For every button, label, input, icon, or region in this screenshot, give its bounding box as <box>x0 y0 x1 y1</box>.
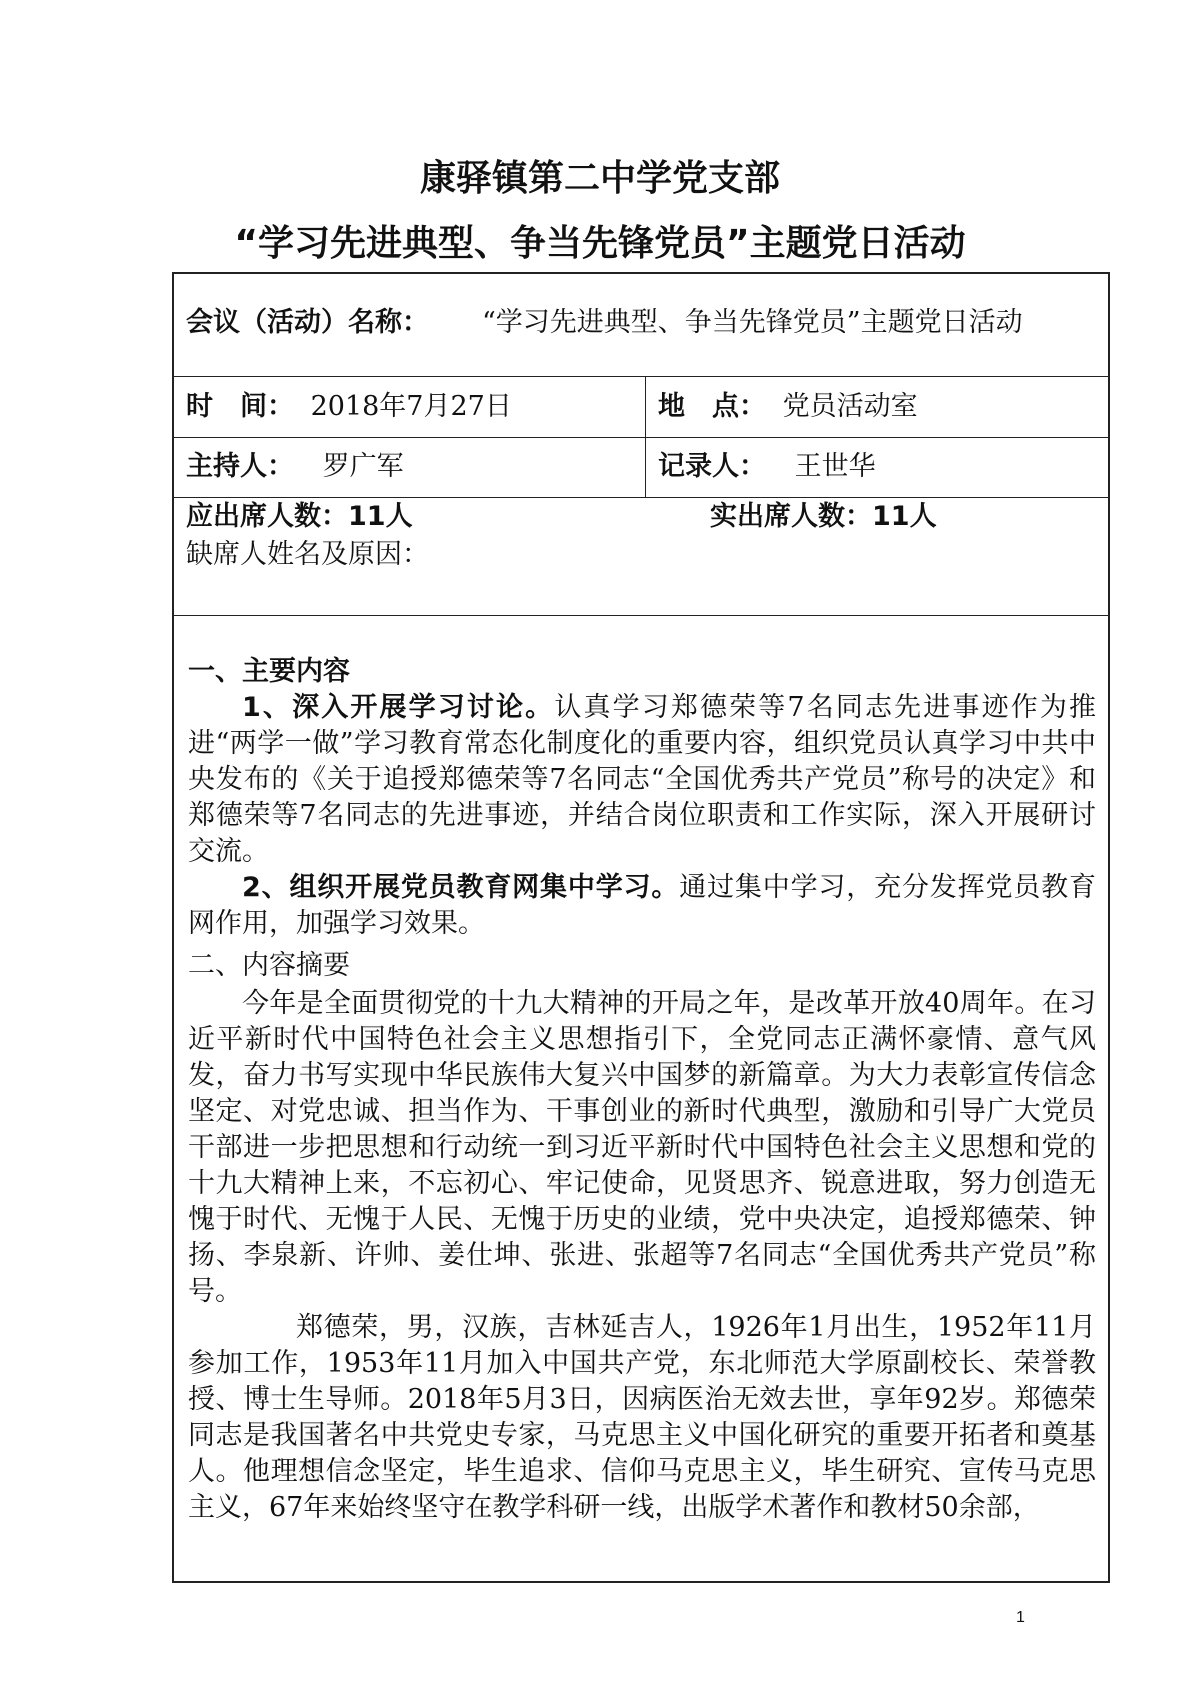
content-item-2 <box>188 870 1096 942</box>
title-line-1: 康驿镇第二中学党支部 <box>419 158 780 199</box>
activity-name-label: 会议（活动）名称： <box>186 307 429 338</box>
summary-paragraph-2: 郑德荣，男，汉族，吉林延吉人，1926年1月出生，1952年11月参加工作，1953年11月加入中国共产党，东北师范大学原副校长、荣誉教授、博士生导师。2018年5月3日，因病医治无效去世，享年92岁。郑德荣同志是我国著名中共党史专家，马克思主义中国化研究的重要开拓者和奠基人。他理想信念坚定，毕生追求、信仰马克思主义，毕生研究、宣传马克思主义，67年来始终坚守在教学科研一线，出版学术著作和教材50余部， <box>188 1312 1096 1523</box>
page-number: 1 <box>1016 1609 1025 1626</box>
place-value: 党员活动室 <box>782 391 918 422</box>
host-label: 主持人： <box>186 451 294 482</box>
time-row <box>186 390 512 424</box>
summary-paragraph-1: 今年是全面贯彻党的十九大精神的开局之年，是改革开放40周年。在习近平新时代中国特色社会主义思想指引下，全党同志正满怀豪情、意气风发，奋力书写实现中华民族伟大复兴中国梦的新篇章。为大力表彰宣传信念坚定、对党忠诚、担当作为、干事创业的新时代典型，激励和引导广大党员干部进一步把思想和行动统一到习近平新时代中国特色社会主义思想和党的十九大精神上来，不忘初心、牢记使命，见贤思齐、锐意进取，努力创造无愧于时代、无愧于人民、无愧于历史的业绩，党中央决定，追授郑德荣、钟扬、李泉新、许帅、姜仕坤、张进、张超等7名同志“全国优秀共产党员”称号。 <box>188 988 1096 1307</box>
actual-attendance: 实出席人数：11人 <box>710 501 937 532</box>
activity-name-row <box>186 306 429 340</box>
row-divider <box>174 615 1108 616</box>
recorder-value: 王世华 <box>794 451 876 482</box>
content-item-2-text: 通过集中学习，充分发挥党员教育网作用，加强学习效果。 <box>188 872 1096 939</box>
recorder-label: 记录人： <box>658 451 766 482</box>
row-divider <box>174 497 1108 498</box>
absentees-label: 缺席人姓名及原因： <box>186 539 429 570</box>
title-line-2: “学习先进典型、争当先锋党员”主题党日活动 <box>234 223 966 264</box>
time-value: 2018年7月27日 <box>310 391 512 422</box>
column-divider <box>645 376 646 497</box>
main-content <box>188 654 1096 1526</box>
host-row <box>186 450 404 484</box>
time-label: 时 间： <box>186 391 294 422</box>
section-main-content-heading: 一、主要内容 <box>188 656 350 687</box>
content-item-2-title: 2、组织开展党员教育网集中学习。 <box>242 872 680 903</box>
content-item-1-text: 认真学习郑德荣等7名同志先进事迹作为推进“两学一做”学习教育常态化制度化的重要内容，组织党员认真学习中共中央发布的《关于追授郑德荣等7名同志“全国优秀共产党员”称号的决定》和郑德荣等7名同志的先进事迹，并结合岗位职责和工作实际，深入开展研讨交流。 <box>188 692 1096 867</box>
content-item-1-title: 1、深入开展学习讨论。 <box>242 692 555 723</box>
host-value: 罗广军 <box>322 451 404 482</box>
content-item-1 <box>188 690 1096 870</box>
expected-attendance: 应出席人数：11人 <box>186 501 413 532</box>
place-label: 地 点： <box>658 391 766 422</box>
row-divider <box>174 437 1108 438</box>
recorder-row <box>658 450 876 484</box>
section-summary-heading: 二、内容摘要 <box>188 950 350 981</box>
activity-name-value: “学习先进典型、争当先锋党员”主题党日活动 <box>482 307 1023 338</box>
place-row <box>658 390 918 424</box>
meeting-record-table <box>172 272 1110 1583</box>
row-divider <box>174 376 1108 377</box>
